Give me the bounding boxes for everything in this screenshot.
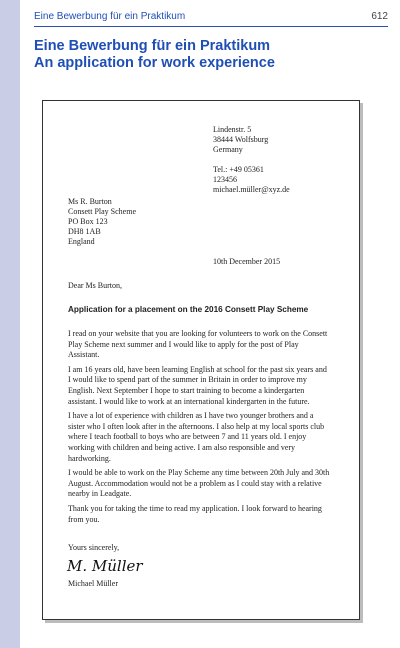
running-title: Eine Bewerbung für ein Praktikum xyxy=(34,11,186,22)
salutation: Dear Ms Burton, xyxy=(68,281,122,290)
recipient-country: England xyxy=(68,237,95,246)
closing: Yours sincerely, xyxy=(68,543,120,552)
body-paragraph: I read on your website that you are looking for volunteers to work on the Consett Play Scheme next summer and I would like to apply for the post of Play Assistant. xyxy=(68,329,328,360)
body-paragraph: I have a lot of experience with children as I have two younger brothers and a sister who I often look after in the afternoons. I also help at my local sports club where I teach football to boys who are between 7 and 11 years old. I enjoy working with children and being active. I am also responsible and very hardworking. xyxy=(68,411,325,463)
letter-sheet xyxy=(42,100,360,620)
sender-tel: Tel.: +49 05361 xyxy=(213,165,264,174)
page-number: 612 xyxy=(371,11,388,22)
recipient-po-box: PO Box 123 xyxy=(68,217,108,226)
title-english: An application for work experience xyxy=(34,55,275,71)
letter-date: 10th December 2015 xyxy=(213,257,281,266)
recipient-name: Ms R. Burton xyxy=(68,197,112,206)
sender-email: michael.müller@xyz.de xyxy=(213,185,290,194)
running-header xyxy=(34,10,388,27)
left-margin-band xyxy=(0,0,20,648)
body-paragraph: Thank you for taking the time to read my application. I look forward to hearing from you. xyxy=(68,503,322,524)
sender-tel-cont: 123456 xyxy=(213,175,237,184)
signed-name: Michael Müller xyxy=(68,579,118,588)
sender-address xyxy=(213,125,290,195)
sender-street: Lindenstr. 5 xyxy=(213,125,252,134)
recipient-org: Consett Play Scheme xyxy=(68,207,136,216)
recipient-postcode: DH8 1AB xyxy=(68,227,101,236)
body-paragraph: I am 16 years old, have been learning English at school for the past six years and I would like to spend part of the summer in Britain in order to improve my English. Next September I hope to start training to become a kindergarten assistant. I would like to work at an international kindergarten in the future. xyxy=(68,364,327,406)
body-paragraph: I would be able to work on the Play Scheme any time between 20th July and 30th August. Accommodation would not be a problem as I could stay with a relative nearby in Leadgate. xyxy=(68,468,330,499)
sender-country: Germany xyxy=(213,145,243,154)
title-german: Eine Bewerbung für ein Praktikum xyxy=(34,38,271,54)
subject-line: Application for a placement on the 2016 Consett Play Scheme xyxy=(68,305,309,314)
page-title xyxy=(34,38,275,72)
handwritten-signature: M. Müller xyxy=(67,557,143,575)
letter-body xyxy=(68,329,330,529)
sender-city: 38444 Wolfsburg xyxy=(213,135,269,144)
recipient-address xyxy=(68,197,136,247)
book-page xyxy=(20,0,400,648)
